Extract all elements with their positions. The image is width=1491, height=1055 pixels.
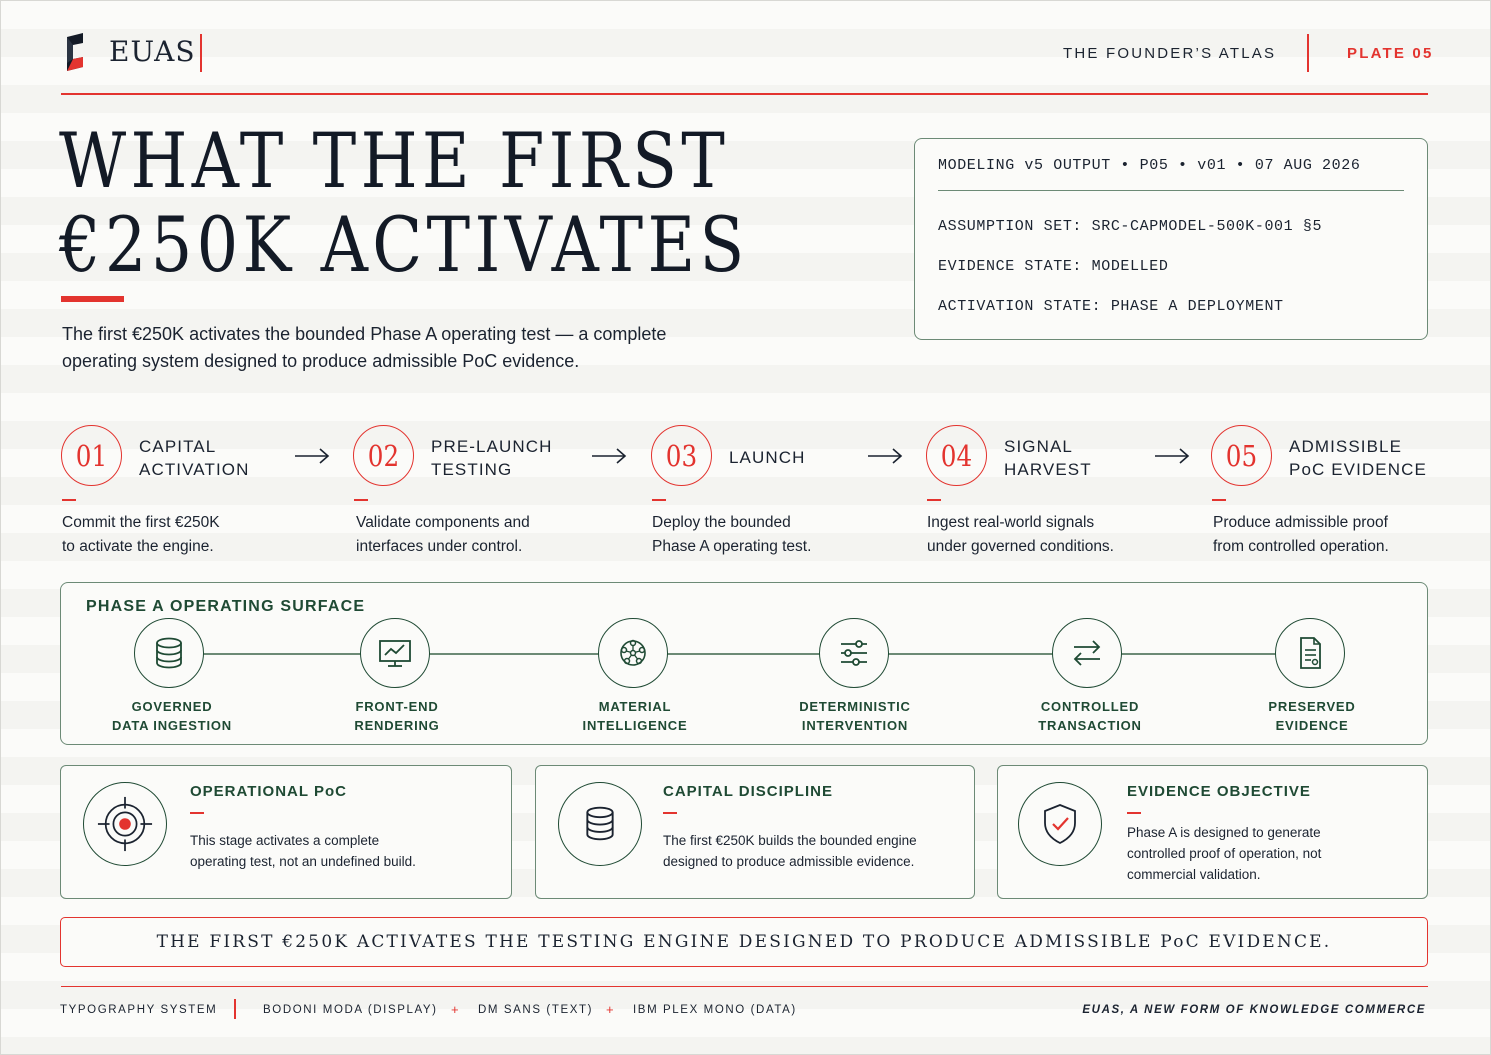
font-data: IBM PLEX MONO (DATA) [633, 1004, 797, 1016]
step-number-badge: 01 [61, 425, 122, 486]
card-dash [1127, 812, 1141, 814]
step-number-badge: 04 [926, 425, 987, 486]
database-icon [558, 782, 642, 866]
step-dash [1212, 499, 1226, 501]
step-number-badge: 02 [353, 425, 414, 486]
brand-name: EUAS [109, 35, 196, 68]
brand-divider [200, 34, 202, 72]
font-display: BODONI MODA (DISPLAY) [263, 1004, 438, 1016]
step-number-badge: 03 [651, 425, 712, 486]
sliders-icon [819, 618, 889, 688]
card-operational-poc [60, 765, 512, 899]
surface-title: PHASE A OPERATING SURFACE [86, 598, 366, 615]
footer-divider [234, 999, 236, 1019]
font-text: DM SANS (TEXT) [478, 1004, 594, 1016]
shield-check-icon [1018, 782, 1102, 866]
node-label: PRESERVED EVIDENCE [1268, 699, 1356, 733]
footer-rule [61, 986, 1428, 987]
step-label-1: ADMISSIBLE [1289, 437, 1403, 456]
arrow-right-icon [1154, 445, 1190, 467]
step-description: Commit the first €250K to activate the engine. [62, 514, 220, 555]
step-label-2: ACTIVATION [139, 460, 250, 479]
arrow-right-icon [591, 445, 627, 467]
step-dash [62, 499, 76, 501]
step-description: Ingest real-world signals under governed conditions. [927, 514, 1114, 555]
card-dash [663, 812, 677, 814]
document-icon [1275, 618, 1345, 688]
step-label-1: LAUNCH [729, 448, 806, 467]
footer-tagline: EUAS, A NEW FORM OF KNOWLEDGE COMMERCE [1082, 1004, 1426, 1016]
node-label: CONTROLLED TRANSACTION [1038, 699, 1142, 733]
card-title: EVIDENCE OBJECTIVE [1127, 783, 1311, 800]
euas-logo-icon [61, 33, 89, 71]
step-description: Validate components and interfaces under control. [356, 514, 530, 555]
step-label-1: CAPITAL [139, 437, 217, 456]
footer-separator: + [451, 1002, 459, 1017]
step-number-badge: 05 [1211, 425, 1272, 486]
footer-separator: + [606, 1002, 614, 1017]
target-icon [83, 782, 167, 866]
lede-text: The first €250K activates the bounded Phase A operating test — a complete operating system designed to produce admissible PoC evidence. [62, 324, 667, 371]
step-label-2: HARVEST [1004, 460, 1092, 479]
card-title: CAPITAL DISCIPLINE [663, 783, 833, 800]
spec-evidence-state: EVIDENCE STATE: MODELLED [938, 258, 1169, 275]
plate-number: PLATE 05 [1347, 45, 1434, 62]
network-brain-icon [598, 618, 668, 688]
spec-activation-state: ACTIVATION STATE: PHASE A DEPLOYMENT [938, 298, 1284, 315]
arrow-right-icon [867, 445, 903, 467]
spec-box [914, 138, 1428, 340]
step-dash [927, 499, 941, 501]
card-body: Phase A is designed to generate controlled proof of operation, not commercial validation. [1127, 825, 1322, 882]
card-title: OPERATIONAL PoC [190, 783, 347, 800]
page-title [59, 116, 749, 289]
node-label: MATERIAL INTELLIGENCE [582, 699, 688, 733]
atlas-title: THE FOUNDER’S ATLAS [1063, 45, 1277, 62]
step-description: Produce admissible proof from controlled operation. [1213, 514, 1389, 555]
operating-surface-panel [60, 582, 1428, 745]
step-dash [652, 499, 666, 501]
node-label: FRONT-END RENDERING [354, 699, 440, 733]
spec-assumption-set: ASSUMPTION SET: SRC-CAPMODEL-500K-001 §5 [938, 218, 1323, 235]
card-evidence-objective [997, 765, 1428, 899]
step-label-1: PRE-LAUNCH [431, 437, 553, 456]
title-line-1: WHAT THE FIRST [59, 116, 730, 205]
card-dash [190, 812, 204, 814]
typography-label: TYPOGRAPHY SYSTEM [60, 1004, 218, 1016]
step-label-2: PoC EVIDENCE [1289, 460, 1427, 479]
node-label: DETERMINISTIC INTERVENTION [799, 699, 911, 733]
step-label-1: SIGNAL [1004, 437, 1073, 456]
atlas-divider [1307, 34, 1309, 72]
title-line-2: €250K ACTIVATES [59, 200, 749, 289]
monitor-chart-icon [360, 618, 430, 688]
header-rule [61, 93, 1428, 95]
step-description: Deploy the bounded Phase A operating test. [652, 514, 812, 555]
spec-rule [938, 190, 1404, 191]
banner-text: THE FIRST €250K ACTIVATES THE TESTING ENGINE DESIGNED TO PRODUCE ADMISSIBLE PoC EVIDENCE. [156, 932, 1332, 952]
exchange-arrows-icon [1052, 618, 1122, 688]
node-label: GOVERNED DATA INGESTION [111, 699, 232, 733]
summary-banner [60, 917, 1428, 967]
card-capital-discipline [535, 765, 975, 899]
spec-model-line: MODELING v5 OUTPUT • P05 • v01 • 07 AUG 2026 [938, 157, 1361, 174]
card-body: The first €250K builds the bounded engine designed to produce admissible evidence. [663, 833, 917, 869]
step-label-2: TESTING [431, 460, 513, 479]
database-icon [134, 618, 204, 688]
title-accent-bar [61, 296, 124, 302]
card-body: This stage activates a complete operating test, not an undefined build. [190, 833, 416, 869]
arrow-right-icon [294, 445, 330, 467]
step-dash [354, 499, 368, 501]
